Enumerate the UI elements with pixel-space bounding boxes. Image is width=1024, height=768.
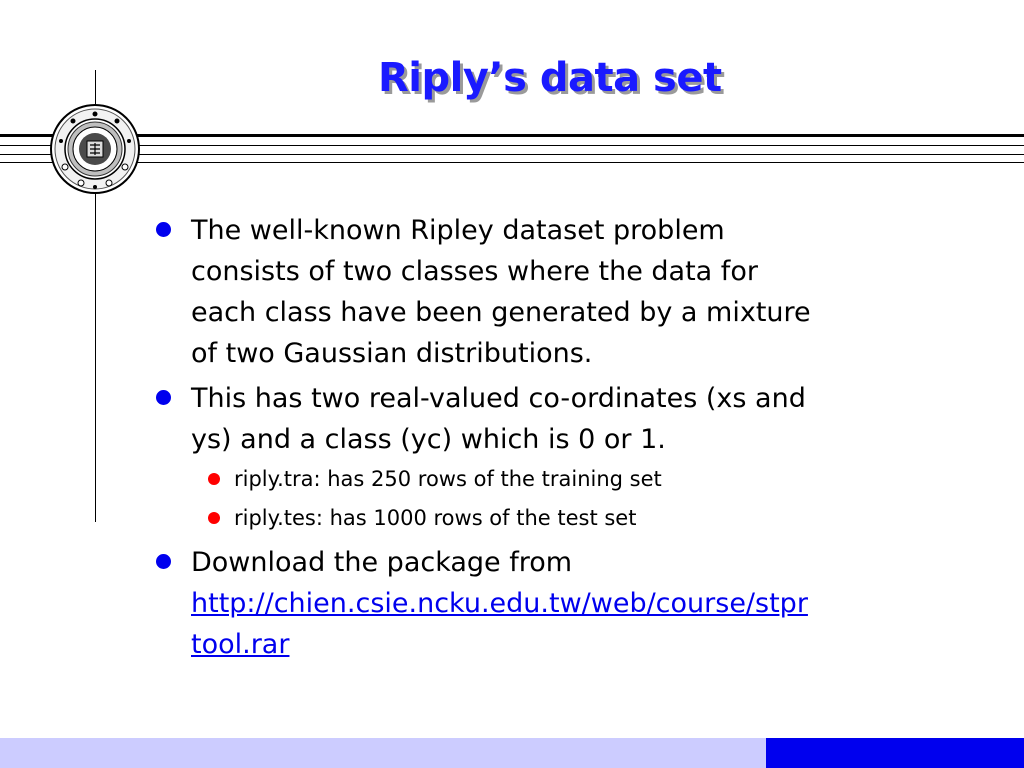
bullet-text-line: The well-known Ripley dataset problem bbox=[191, 215, 725, 246]
sub-bullet-dot-icon bbox=[208, 473, 220, 485]
sub-bullet-text: riply.tes: has 1000 rows of the test set bbox=[234, 506, 637, 530]
download-link[interactable] bbox=[191, 583, 972, 665]
bullet-item bbox=[152, 210, 972, 374]
sub-bullet-text: riply.tra: has 250 rows of the training set bbox=[234, 467, 662, 491]
header-rule-thin-3 bbox=[0, 162, 1024, 163]
bullet-item bbox=[152, 542, 972, 665]
slide-body bbox=[152, 210, 972, 669]
bullet-text-line: of two Gaussian distributions. bbox=[191, 338, 593, 369]
bullet-dot-icon bbox=[156, 222, 171, 237]
bullet-text-line: consists of two classes where the data for bbox=[191, 256, 758, 287]
bullet-item bbox=[152, 378, 972, 460]
header-rule-thick bbox=[0, 134, 1024, 137]
bullet-text-line: Download the package from bbox=[191, 547, 573, 578]
footer-bar-light bbox=[0, 738, 766, 768]
bullet-text-line: each class have been generated by a mixture bbox=[191, 297, 811, 328]
download-link-line[interactable]: tool.rar bbox=[191, 629, 290, 660]
bullet-dot-icon bbox=[156, 390, 171, 405]
sub-bullet-dot-icon bbox=[208, 512, 220, 524]
sub-bullet-item bbox=[152, 503, 972, 533]
bullet-dot-icon bbox=[156, 554, 171, 569]
sub-bullet-item bbox=[152, 464, 972, 494]
footer-bar-dark bbox=[766, 738, 1024, 768]
slide-title: Riply’s data set bbox=[378, 55, 722, 101]
bullet-text-line: This has two real-valued co-ordinates (xs and bbox=[191, 383, 806, 414]
download-link-line[interactable]: http://chien.csie.ncku.edu.tw/web/course/stpr bbox=[191, 588, 808, 619]
bullet-text-line: ys) and a class (yc) which is 0 or 1. bbox=[191, 424, 666, 455]
university-seal-icon bbox=[49, 103, 141, 195]
header-rule-thin-2 bbox=[0, 154, 1024, 155]
header-rule-thin-1 bbox=[0, 145, 1024, 146]
